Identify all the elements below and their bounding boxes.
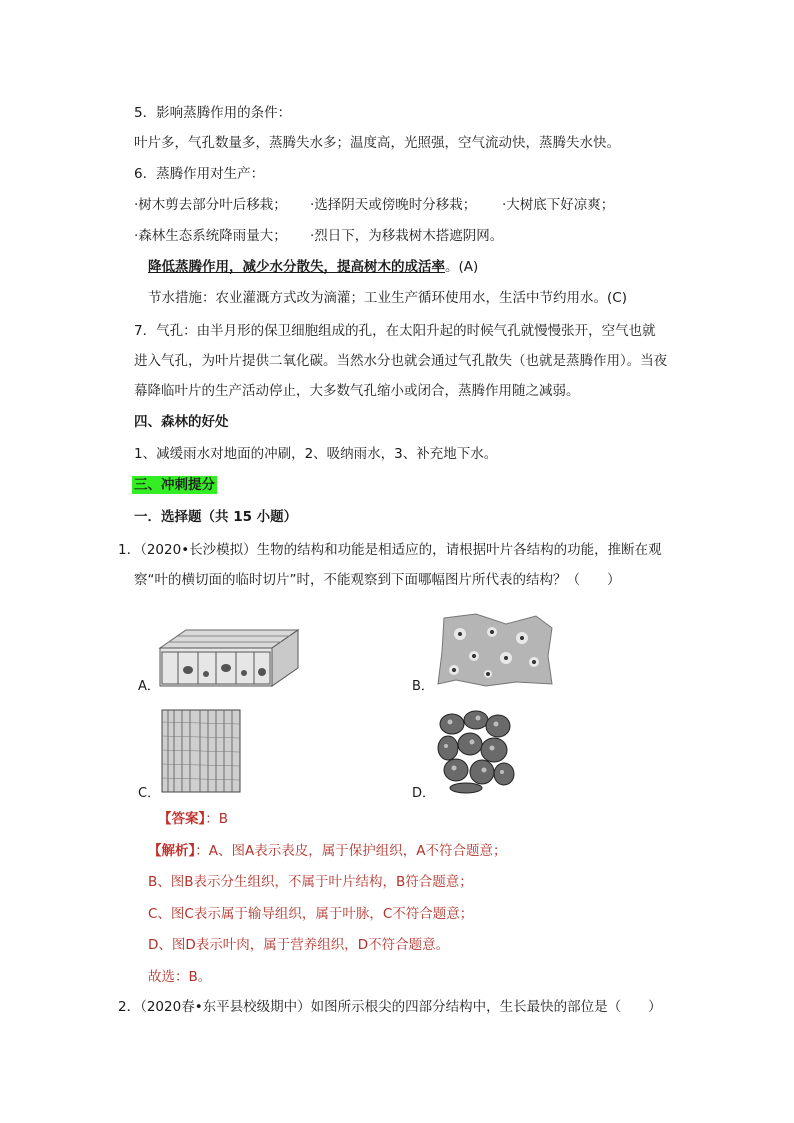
analysis-conclusion: 故选：B。 — [148, 969, 212, 985]
option-a-label: A． — [138, 679, 160, 694]
section-7-line-1: 7．气孔：由半月形的保卫细胞组成的孔，在太阳升起的时候气孔就慢慢张开，空气也就 — [134, 323, 656, 339]
answer — [158, 810, 228, 828]
option-d-label: D． — [412, 786, 436, 801]
epidermis-figure — [158, 628, 300, 688]
section-6-bullet-1: ·树木剪去部分叶后移栽； — [134, 197, 287, 213]
part-1-title: 一．选择题（共 15 小题） — [134, 509, 298, 525]
section-4-body: 1、减缓雨水对地面的冲刷，2、吸纳雨水，3、补充地下水。 — [134, 446, 498, 462]
mesophyll-figure — [436, 710, 516, 794]
analysis-label: 【解析】 — [148, 843, 196, 859]
section-4-title: 四、森林的好处 — [134, 414, 229, 430]
analysis-a-text: ：A、图A表示表皮，属于保护组织，A不符合题意； — [195, 843, 507, 859]
section-7-line-3: 幕降临叶片的生产活动停止，大多数气孔缩小或闭合，蒸腾作用随之减弱。 — [134, 383, 580, 399]
conclusion-tag: 。(A) — [445, 259, 479, 275]
section-6-bullet-4: ·森林生态系统降雨量大； — [134, 228, 287, 244]
section-5-title: 5．影响蒸腾作用的条件： — [134, 105, 292, 121]
analysis-a — [148, 842, 506, 860]
section-6-conclusion — [148, 258, 478, 276]
conclusion-text: 降低蒸腾作用，减少水分散失，提高树木的成活率 — [148, 259, 445, 275]
question-1-line-2: 察“叶的横切面的临时切片”时，不能观察到下面哪幅图片所代表的结构？（ ） — [134, 572, 621, 588]
section-7-line-2: 进入气孔，为叶片提供二氧化碳。当然水分也就会通过气孔散失（也就是蒸腾作用）。当夜 — [134, 353, 668, 369]
analysis-b: B、图B表示分生组织，不属于叶片结构，B符合题意； — [148, 874, 473, 890]
analysis-d: D、图D表示叶肉，属于营养组织，D不符合题意。 — [148, 937, 450, 953]
analysis-c: C、图C表示属于输导组织，属于叶脉，C不符合题意； — [148, 906, 474, 922]
answer-label: 【答案】 — [158, 811, 206, 827]
section-5-body: 叶片多，气孔数量多，蒸腾失水多；温度高，光照强，空气流动快，蒸腾失水快。 — [134, 135, 620, 151]
question-1-line-1: 1．（2020•长沙模拟）生物的结构和功能是相适应的，请根据叶片各结构的功能，推断在观 — [118, 542, 662, 558]
option-b-label: B． — [412, 679, 434, 694]
section-3-highlight: 三、冲刺提分 — [134, 477, 215, 493]
section-6-bullet-3: ·大树底下好凉爽； — [502, 197, 615, 213]
option-c-label: C． — [138, 786, 161, 801]
section-6-bullet-2: ·选择阴天或傍晚时分移栽； — [310, 197, 477, 213]
section-6-water-saving: 节水措施：农业灌溉方式改为滴灌；工业生产循环使用水，生活中节约用水。(C) — [148, 290, 627, 306]
section-3-title — [132, 476, 217, 494]
meristem-figure — [436, 612, 554, 688]
answer-value: ：B — [205, 811, 229, 827]
section-6-title: 6．蒸腾作用对生产： — [134, 166, 265, 182]
conducting-tissue-figure — [160, 708, 242, 794]
question-2-line-1: 2．（2020春•东平县校级期中）如图所示根尖的四部分结构中，生长最快的部位是（ ） — [118, 999, 662, 1015]
section-6-bullet-5: ·烈日下，为移栽树木搭遮阴网。 — [310, 228, 504, 244]
